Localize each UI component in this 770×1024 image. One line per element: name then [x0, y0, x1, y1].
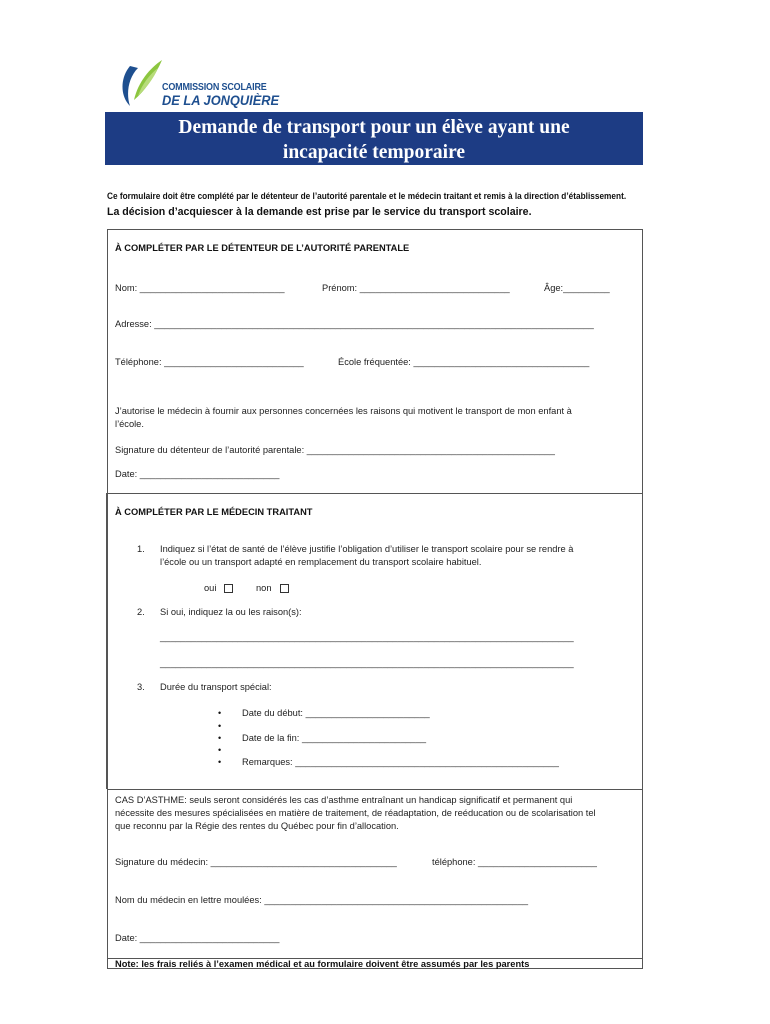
doctor-date-field[interactable]: Date: ___________________________	[115, 933, 280, 943]
question-1-number: 1.	[137, 544, 145, 554]
question-3-text: Durée du transport spécial:	[160, 682, 272, 692]
date-fin-field[interactable]: Date de la fin: ________________________	[242, 733, 427, 743]
parent-date-field[interactable]: Date: ___________________________	[115, 469, 280, 479]
reason-line-2[interactable]: ________________________________________________________________________________	[160, 658, 574, 668]
question-2-text: Si oui, indiquez la ou les raison(s):	[160, 607, 302, 617]
doctor-section-heading: À COMPLÉTER PAR LE MÉDECIN TRAITANT	[115, 507, 313, 517]
oui-label: oui	[204, 583, 217, 593]
intro-instructions: Ce formulaire doit être complété par le détenteur de l’autorité parentale et le médecin traitant et remis à la direction d’établissement.	[107, 191, 627, 201]
school-board-logo	[116, 56, 280, 112]
bullet: •	[218, 733, 222, 743]
asthma-note-line-1: CAS D’ASTHME: seuls seront considérés les cas d’asthme entraînant un handicap significatif et permanent qui	[115, 795, 573, 805]
question-3-number: 3.	[137, 682, 145, 692]
title-line-2: incapacité temporaire	[282, 142, 466, 163]
asthma-note-line-2: nécessite des mesures spécialisées en matière de traitement, de réadaptation, de reéducation ou de scolarisation tel	[115, 808, 596, 818]
section-divider	[107, 493, 643, 494]
age-field[interactable]: Âge:_________	[544, 283, 610, 293]
title-line-1: Demande de transport pour un élève ayant une	[178, 117, 570, 138]
non-checkbox[interactable]	[280, 584, 289, 593]
nom-field[interactable]: Nom: ____________________________	[115, 283, 285, 293]
bullet: •	[218, 757, 222, 767]
leaf-swoosh-logo-icon	[116, 56, 162, 112]
asthma-note-line-3: que reconnu par la Régie des rentes du Québec pour fin d’allocation.	[115, 821, 399, 831]
remarques-field[interactable]: Remarques: ___________________________________________________	[242, 757, 559, 767]
fees-note: Note: les frais reliés à l’examen médical et au formulaire doivent être assumés par les parents	[115, 959, 530, 969]
doctor-telephone-field[interactable]: téléphone: _______________________	[432, 857, 597, 867]
authorization-text-cont: l’école.	[115, 419, 144, 429]
telephone-field[interactable]: Téléphone: ___________________________	[115, 357, 304, 367]
title-banner	[105, 110, 643, 165]
intro-decision: La décision d’acquiescer à la demande est prise par le service du transport scolaire.	[107, 206, 532, 218]
vertical-rule	[106, 493, 107, 789]
doctor-signature-field[interactable]: Signature du médecin: ____________________________________	[115, 857, 397, 867]
doctor-name-field[interactable]: Nom du médecin en lettre moulées: ___________________________________________________	[115, 895, 529, 905]
section-divider	[107, 789, 643, 790]
parent-section-heading: À COMPLÉTER PAR LE DÉTENTEUR DE L’AUTORITÉ PARENTALE	[115, 243, 410, 253]
ecole-field[interactable]: École fréquentée: __________________________________	[338, 357, 590, 367]
parent-signature-field[interactable]: Signature du détenteur de l’autorité parentale: ________________________________________________	[115, 445, 555, 455]
reason-line-1[interactable]: ________________________________________________________________________________	[160, 632, 574, 642]
bullet: •	[218, 721, 222, 731]
logo-text-bottom: DE LA JONQUIÈRE	[162, 93, 280, 108]
oui-checkbox[interactable]	[224, 584, 233, 593]
question-1-text: Indiquez si l’état de santé de l’élève justifie l’obligation d’utiliser le transport scolaire pour se rendre à	[160, 544, 574, 554]
question-2-number: 2.	[137, 607, 145, 617]
non-label: non	[256, 583, 272, 593]
authorization-text: J’autorise le médecin à fournir aux personnes concernées les raisons qui motivent le transport de mon enfant à	[115, 406, 572, 416]
date-debut-field[interactable]: Date du début: ________________________	[242, 708, 430, 718]
prenom-field[interactable]: Prénom: _____________________________	[322, 283, 510, 293]
logo-text-top: COMMISSION SCOLAIRE	[162, 82, 267, 93]
question-1-text-cont: l’école ou un transport adapté en remplacement du transport scolaire habituel.	[160, 557, 482, 567]
adresse-field[interactable]: Adresse: _____________________________________________________________________________________	[115, 319, 594, 329]
bullet: •	[218, 708, 222, 718]
bullet: •	[218, 745, 222, 755]
